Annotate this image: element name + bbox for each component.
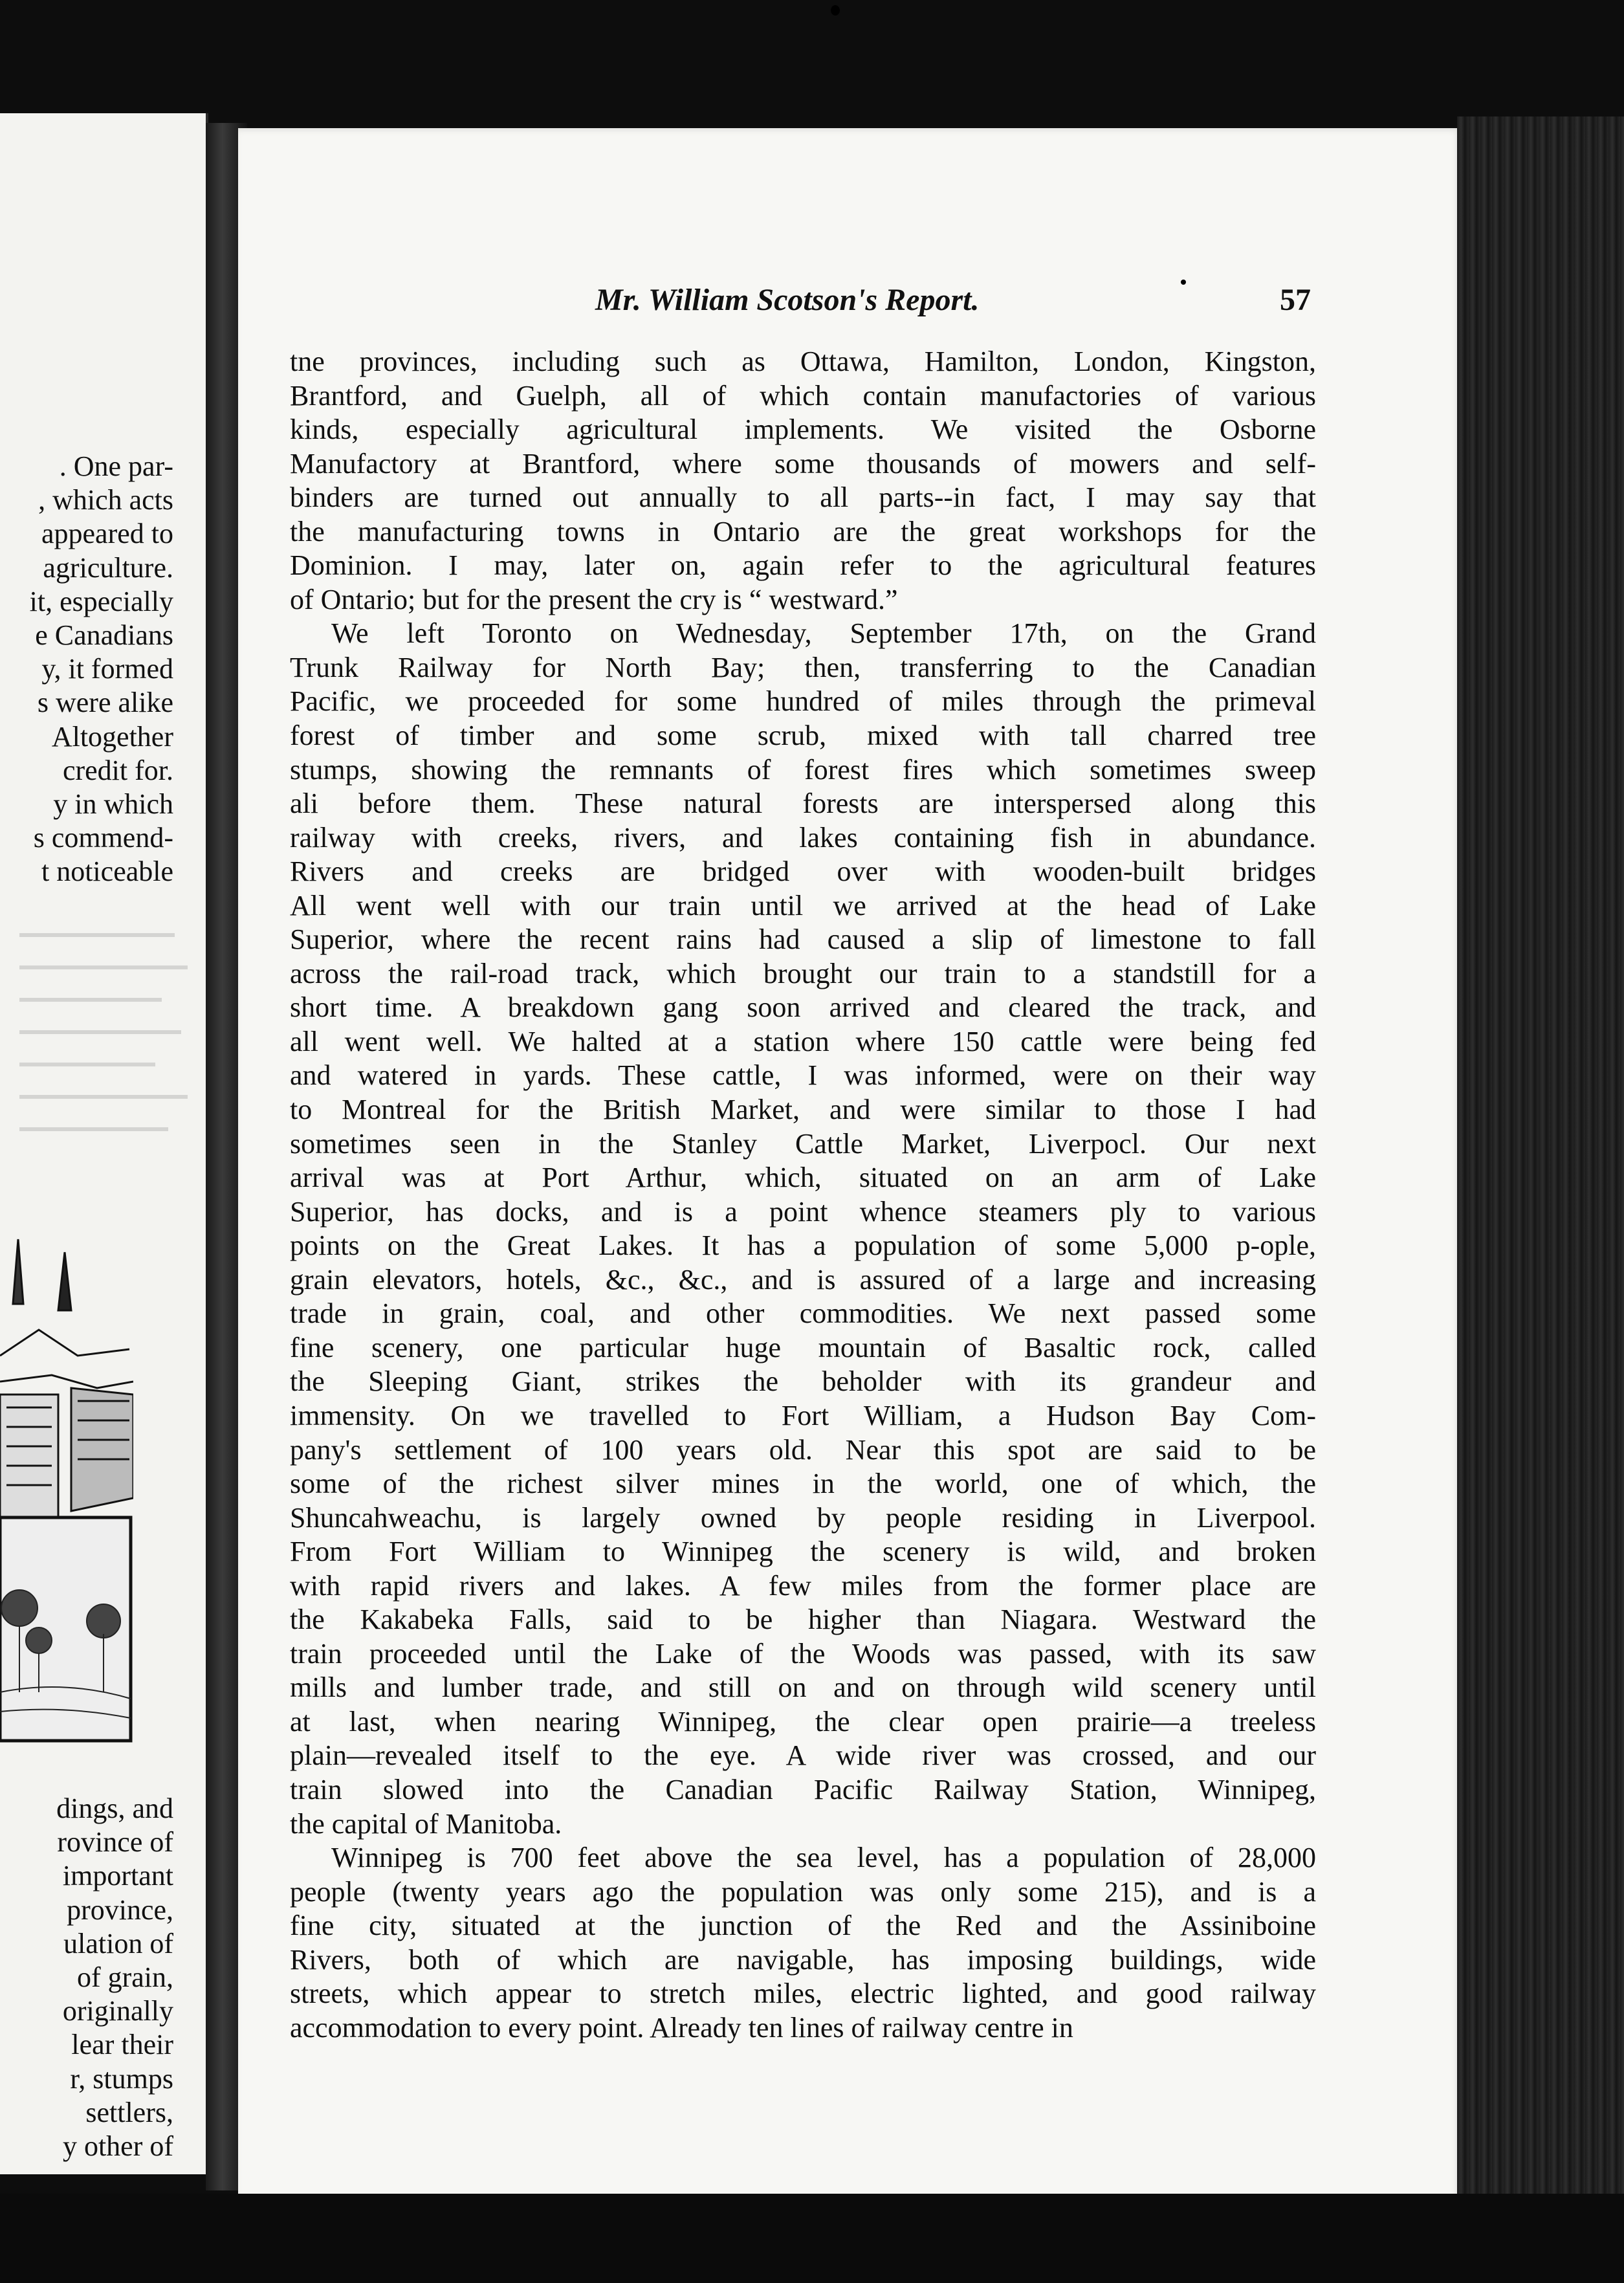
text-line: some of the richest silver mines in the world, one of which, the: [290, 1468, 1316, 1500]
text-line: kinds, especially agricultural implements. We visited the Osborne: [290, 414, 1316, 446]
facing-page-text-upper: [0, 450, 173, 889]
facing-page-line: r, stumps: [70, 2062, 173, 2095]
facing-page-line: dings, and: [56, 1792, 173, 1824]
book-edge: [1457, 116, 1624, 2283]
text-line: the Kakabeka Falls, said to be higher than Niagara. Westward the: [290, 1604, 1316, 1636]
facing-page-line: rovince of: [57, 1826, 173, 1858]
facing-page-line: originally: [62, 1995, 173, 2027]
facing-page-line: lear their: [71, 2029, 173, 2061]
text-line: ali before them. These natural forests are interspersed along this: [290, 788, 1316, 820]
facing-page-line: y other of: [62, 2130, 173, 2163]
text-line: the Sleeping Giant, strikes the beholder with its grandeur and: [290, 1365, 1316, 1398]
text-line: the capital of Manitoba.: [290, 1807, 562, 1840]
text-line: stumps, showing the remnants of forest fires which sometimes sweep: [290, 753, 1316, 786]
article-body: [290, 345, 1316, 2045]
facing-page-line: agriculture.: [43, 551, 173, 584]
facing-page-line: Altogether: [51, 720, 173, 753]
facing-page-line: e Canadians: [35, 619, 173, 652]
text-line: points on the Great Lakes. It has a population of some 5,000 p-ople,: [290, 1230, 1316, 1262]
text-line: Rivers and creeks are bridged over with wooden-built bridges: [290, 855, 1316, 888]
facing-page-line: , which acts: [38, 484, 173, 516]
text-line: trade in grain, coal, and other commodities. We next passed some: [290, 1297, 1316, 1330]
scan-speck: [1181, 280, 1186, 285]
paragraph: [290, 617, 1316, 1841]
facing-page-line: y, it formed: [41, 653, 173, 685]
facing-page-line: y in which: [53, 788, 173, 821]
facing-page-line: appeared to: [41, 518, 173, 550]
running-head: Mr. William Scotson's Report.: [595, 283, 980, 317]
text-line: arrival was at Port Arthur, which, situated on an arm of Lake: [290, 1162, 1316, 1194]
text-line: Superior, where the recent rains had caused a slip of limestone to fall: [290, 923, 1316, 956]
text-line: with rapid rivers and lakes. A few miles from the former place are: [290, 1569, 1316, 1602]
text-line: Shuncahweachu, is largely owned by people residing in Liverpool.: [290, 1501, 1316, 1534]
facing-page-line: t noticeable: [41, 855, 173, 888]
text-line: streets, which appear to stretch miles, electric lighted, and good railway: [290, 1978, 1316, 2010]
text-line: From Fort William to Winnipeg the scenery is wild, and broken: [290, 1536, 1316, 1568]
text-line: of Ontario; but for the present the cry is “ westward.”: [290, 583, 898, 615]
text-line: railway with creeks, rivers, and lakes containing fish in abundance.: [290, 821, 1316, 854]
text-line: train proceeded until the Lake of the Woods was passed, with its saw: [290, 1637, 1316, 1670]
facing-page-line: of grain,: [76, 1961, 173, 1994]
facing-page-line: province,: [67, 1893, 173, 1926]
text-line: train slowed into the Canadian Pacific Railway Station, Winnipeg,: [290, 1773, 1316, 1805]
paragraph: [290, 1841, 1316, 2045]
scan-border: [0, 2194, 1624, 2283]
engraving-illustration: [0, 1226, 133, 1744]
facing-page: [0, 113, 208, 2174]
facing-page-line: s commend-: [33, 822, 173, 854]
paragraph: [290, 345, 1316, 617]
text-line: fine scenery, one particular huge mountain of Basaltic rock, called: [290, 1331, 1316, 1363]
text-line: to Montreal for the British Market, and were similar to those I had: [290, 1094, 1316, 1126]
text-line: tne provinces, including such as Ottawa, Hamilton, London, Kingston,: [290, 346, 1316, 377]
text-line: at last, when nearing Winnipeg, the clear open prairie—a treeless: [290, 1705, 1316, 1737]
facing-page-line: ulation of: [63, 1927, 173, 1959]
facing-page-line: s were alike: [37, 687, 173, 719]
text-line: We left Toronto on Wednesday, September 17th, on the Grand: [331, 617, 1316, 650]
facing-page-line: settlers,: [85, 2096, 173, 2128]
text-line: short time. A breakdown gang soon arrived and cleared the track, and: [290, 991, 1316, 1024]
show-through-text: [6, 922, 201, 1155]
text-line: Pacific, we proceeded for some hundred of miles through the primeval: [290, 685, 1316, 718]
text-line: sometimes seen in the Stanley Cattle Market, Liverpocl. Our next: [290, 1127, 1316, 1160]
facing-page-line: credit for.: [62, 754, 173, 786]
text-line: grain elevators, hotels, &c., &c., and is assured of a large and increasing: [290, 1263, 1316, 1296]
text-line: All went well with our train until we arrived at the head of Lake: [290, 889, 1316, 921]
text-line: Brantford, and Guelph, all of which contain manufactories of various: [290, 379, 1316, 412]
text-line: binders are turned out annually to all parts--in fact, I may say that: [290, 481, 1316, 514]
page-number: 57: [1280, 283, 1311, 317]
text-line: the manufacturing towns in Ontario are the great workshops for the: [290, 515, 1316, 547]
text-line: Superior, has docks, and is a point whence steamers ply to various: [290, 1195, 1316, 1228]
text-line: immensity. On we travelled to Fort William, a Hudson Bay Com-: [290, 1399, 1316, 1431]
facing-page-line: important: [62, 1860, 173, 1892]
text-line: fine city, situated at the junction of the Red and the Assiniboine: [290, 1910, 1316, 1942]
text-line: people (twenty years ago the population was only some 215), and is a: [290, 1875, 1316, 1908]
show-through-heading: [531, 259, 538, 293]
text-line: Manufactory at Brantford, where some thousands of mowers and self-: [290, 447, 1316, 480]
text-line: Winnipeg is 700 feet above the sea level, has a population of 28,000: [331, 1842, 1316, 1874]
text-line: Trunk Railway for North Bay; then, transferring to the Canadian: [290, 651, 1316, 683]
text-line: mills and lumber trade, and still on and on through wild scenery until: [290, 1671, 1316, 1704]
text-line: forest of timber and some scrub, mixed with tall charred tree: [290, 720, 1316, 752]
text-line: accommodation to every point. Already ten lines of railway centre in: [290, 2011, 1073, 2044]
facing-page-line: . One par-: [59, 450, 173, 482]
text-line: pany's settlement of 100 years old. Near this spot are said to be: [290, 1433, 1316, 1466]
text-line: Rivers, both of which are navigable, has imposing buildings, wide: [290, 1943, 1316, 1976]
scan-speck: [831, 5, 840, 16]
text-line: plain—revealed itself to the eye. A wide river was crossed, and our: [290, 1739, 1316, 1772]
text-line: across the rail-road track, which brought our train to a standstill for a: [290, 957, 1316, 989]
text-line: and watered in yards. These cattle, I was informed, were on their way: [290, 1059, 1316, 1092]
facing-page-text-lower: [0, 1792, 173, 2163]
text-line: Dominion. I may, later on, again refer to the agricultural features: [290, 549, 1316, 582]
facing-page-line: it, especially: [29, 585, 173, 617]
text-line: all went well. We halted at a station where 150 cattle were being fed: [290, 1025, 1316, 1057]
